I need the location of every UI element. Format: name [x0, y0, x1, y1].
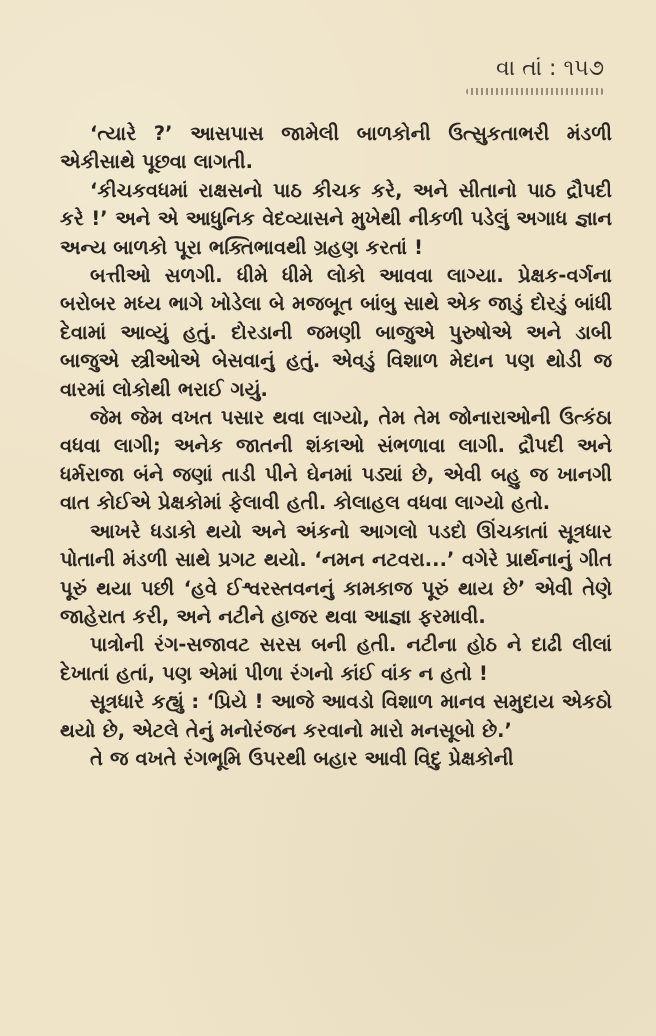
paragraph-6: પાત્રોની રંગ-સજાવટ સરસ બની હતી. નટીના હોઠ ને દાઢી લીલાં દેખાતાં હતાં, પણ એમાં પીળા રંગનો કાંઈ વાંક ન હતો ! [60, 633, 612, 685]
paragraph-8: તે જ વખતે રંગભૂમિ ઉપરથી બહાર આવી વિદુ પ્રેક્ષકોની [90, 746, 514, 770]
running-header [466, 58, 604, 95]
header-decorative-rule [466, 88, 604, 95]
paragraph-5: આખરે ધડાકો થયો અને અંકનો આગલો પડદો ઊંચકાતાં સૂત્રધાર પોતાની મંડળી સાથે પ્રગટ થયો. ‘નમન નટવરા...’ વગેરે પ્રાર્થનાનું ગીત પૂરું થયા પછી ‘હવે ઈશ્વરસ્તવનનું કામકાજ પૂરું થાય છે’ એવી તેણે જાહેરાત કરી, અને નટીને હાજર થવા આજ્ઞા ફરમાવી. [60, 519, 612, 628]
paragraph-7: સૂત્રધારે કહ્યું : ‘પ્રિયે ! આજે આવડો વિશાળ માનવ સમુદાય એકઠો થયો છે, એટલે તેનું મનોરંજન કરવાનો મારો મનસૂબો છે.’ [60, 690, 612, 742]
page-number-header: વા તાં : ૧૫૭ [496, 56, 604, 81]
page-text-body [60, 120, 612, 980]
paragraph-1: ‘ત્યારે ?’ આસપાસ જામેલી બાળકોની ઉત્સુકતાભરી મંડળી એકીસાથે પૂછવા લાગતી. [60, 122, 612, 174]
paragraph-2: ‘કીચકવધમાં રાક્ષસનો પાઠ કીચક કરે, અને સીતાનો પાઠ દ્રૌપદી કરે !’ અને એ આધુનિક વેદવ્યાસને મુખેથી નીકળી પડેલું અગાધ જ્ઞાન અન્ય બાળકો પૂરા ભક્તિભાવથી ગ્રહણ કરતાં ! [60, 178, 612, 259]
paragraph-4: જેમ જેમ વખત પસાર થવા લાગ્યો, તેમ તેમ જોનારાઓની ઉત્કંઠા વધવા લાગી; અનેક જાતની શંકાઓ સંભળાવા લાગી. દ્રૌપદી અને ધર્મરાજા બંને જણાં તાડી પીને ઘેનમાં પડ્યાં છે, એવી બહુ જ ખાનગી વાત કોઈએ પ્રેક્ષકોમાં ફેલાવી હતી. કોલાહલ વધવા લાગ્યો હતો. [60, 406, 612, 515]
paragraph-3: બત્તીઓ સળગી. ધીમે ધીમે લોકો આવવા લાગ્યા. પ્રેક્ષક-વર્ગના બરોબર મધ્ય ભાગે ખોડેલા બે મજબૂત બાંબુ સાથે એક જાડું દોરડું બાંધી દેવામાં આવ્યું હતું. દોરડાની જમણી બાજુએ પુરુષોએ અને ડાબી બાજુએ સ્ત્રીઓએ બેસવાનું હતું. એવડું વિશાળ મેદાન પણ થોડી જ વારમાં લોકોથી ભરાઈ ગયું. [60, 264, 612, 401]
